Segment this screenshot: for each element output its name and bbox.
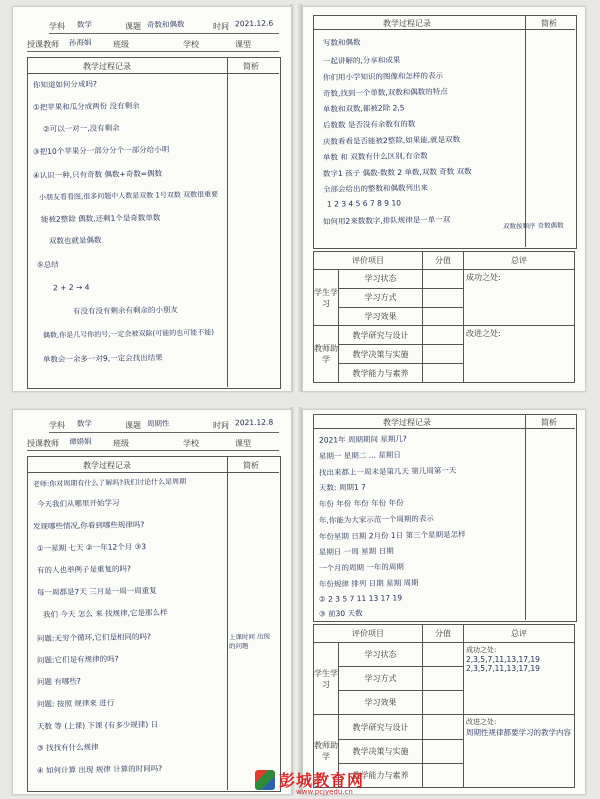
note-line: 写数和偶数: [322, 37, 361, 48]
eval-item: 学习效果: [339, 691, 423, 715]
bottom-notebook-spread: [0, 403, 600, 799]
school-label: 学校: [183, 439, 199, 448]
note-line: 偶数,你是几号你的号,一定会被双除(可能的也可能不能): [42, 328, 214, 340]
note-line: ② 2 3 5 7 11 13 17 19: [318, 593, 403, 604]
analysis-title: 简析: [243, 461, 259, 470]
bottom-right-page: [302, 409, 586, 795]
eval-item: 教学研究与设计: [339, 326, 423, 345]
note-line: 你们用小学知识的图像和怎样的表示: [322, 70, 444, 83]
eval-item: 教学研究与设计: [339, 715, 423, 739]
note-line: 年份 年份 年份 年份 年份: [318, 498, 404, 509]
eval-item: 学习状态: [339, 270, 423, 289]
subject-label: 学科: [49, 421, 65, 430]
subject-value: 数学: [76, 19, 93, 30]
success-note: 2,3,5,7,11,13,17,19: [466, 655, 540, 664]
eval-score-header: 分值: [423, 625, 464, 643]
success-note-2: 2,3,5,7,11,13,17,19: [466, 664, 540, 673]
note-line: 年份星期 日期 2月份 1日 第三个星期是怎样: [318, 529, 466, 542]
note-line: 你知道如何分成吗?: [32, 79, 98, 90]
note-line: 数字1 孩子 偶数·数数 2 单数,双数 奇数 双数: [322, 166, 472, 179]
note-line: 能被2整除 偶数,还剩1个是奇数单数: [40, 212, 161, 225]
improve-cell: [464, 715, 575, 788]
note-line: ①一星期 七天 ②一年12个月 ③3: [36, 542, 147, 553]
bottom-left-page: [12, 409, 292, 795]
note-line: 双数按顺序 奇数偶数: [502, 221, 564, 231]
analysis-title: 简析: [541, 19, 557, 28]
top-notebook-spread: [0, 0, 600, 396]
time-value: 2021.12.6: [234, 18, 274, 29]
eval-summary-header: 总评: [464, 252, 575, 270]
time-label: 时间: [213, 22, 229, 31]
note-line: 2021年 周期期间 星期几?: [318, 434, 407, 445]
eval-score-header: 分值: [423, 252, 464, 270]
note-line: 问题: 按照 规律来 进行: [36, 698, 115, 709]
eval-item: 教学能力与素养: [339, 763, 423, 787]
note-line: 一起讲解的,分享和成果: [322, 55, 401, 66]
note-line: 找出来都上一周末是第几天 第几周第一天: [318, 465, 457, 478]
eval-project-header: 评价项目: [314, 625, 423, 643]
note-line: 每一周都是7天 三月是一周一周重复: [36, 585, 157, 598]
note-line: 庆数看看是否能被2整除,如果能,就是双数: [322, 134, 461, 147]
analysis-title: 简析: [243, 62, 259, 71]
note-line: 问题 有哪些?: [36, 676, 81, 687]
note-line: 星期日 一周 星期 日期: [318, 546, 394, 557]
note-line: 双数也就是偶数: [48, 235, 102, 246]
teacher-value: 孙海娟: [68, 37, 92, 48]
note-line: ④ 如何计算 出现 规律 计算的时间吗?: [36, 763, 163, 776]
note-line: 小朋友看看图,很多问题中人数是双数 1号双数 双数很重要: [38, 190, 219, 202]
school-label: 学校: [183, 40, 199, 49]
note-line: 年份规律 排列 日期 星期 周期: [318, 578, 419, 589]
eval-item: 学习状态: [339, 643, 423, 667]
improve-cell: [464, 326, 575, 383]
subject-value: 数学: [76, 418, 93, 429]
improve-note: 周期性规律都要学习的教学内容: [466, 728, 571, 738]
note-line: 奇数,找到一个单数,双数和偶数的特点: [322, 86, 448, 99]
topic-label: 课题: [125, 22, 141, 31]
subject-label: 学科: [49, 22, 65, 31]
note-line: 天数 等 (上课) 下课 (有多少规律) 日: [36, 719, 159, 732]
type-label: 课型: [235, 40, 251, 49]
note-line: ④认识一种,只有奇数 偶数+奇数=偶数: [32, 168, 163, 181]
type-label: 课型: [235, 439, 251, 448]
note-line: 1 2 3 4 5 6 7 8 9 10: [326, 198, 402, 209]
note-line: 全部会给出的整数和偶数列出来: [322, 183, 429, 194]
note-line: 后数数 是否没有余数有的数: [322, 119, 416, 130]
eval-item: 教学决策与实施: [339, 345, 423, 364]
process-title: 教学过程记录: [83, 461, 131, 470]
note-line: 老师:你对周期有什么了解吗?我们讨论什么是周期: [32, 477, 187, 489]
success-cell: [464, 270, 575, 326]
improve-label: 改进之处:: [466, 329, 501, 339]
note-line: ③把10个苹果分一部分分个一部分给小明: [32, 144, 170, 157]
eval-summary-header: 总评: [464, 625, 575, 643]
topic-value: 奇数和偶数: [146, 19, 185, 30]
note-line: 有没有没有剩余有剩余的小朋友: [72, 305, 179, 316]
teacher-label: 授课教师: [27, 439, 59, 448]
note-line: 单数会一余多一对9,一定会找出结果: [42, 352, 163, 365]
success-label: 成功之处:: [466, 273, 501, 282]
student-group-label: 学生学习: [314, 643, 339, 715]
note-line: ①把苹果和瓜分成两份 没有剩余: [32, 101, 140, 112]
note-line: 如何用2来数数字,排队规律是一单一双: [322, 214, 451, 227]
eval-project-header: 评价项目: [314, 252, 423, 270]
process-title: 教学过程记录: [383, 19, 431, 28]
success-cell: [464, 643, 575, 715]
teacher-label: 授课教师: [27, 40, 59, 49]
student-group-label: 学生学习: [314, 270, 339, 326]
process-title: 教学过程记录: [383, 418, 431, 427]
analysis-title: 简析: [541, 418, 557, 427]
success-label: 成功之处:: [466, 646, 497, 654]
note-line: 我们 今天 怎么 来 找规律,它是那么样: [42, 607, 168, 620]
process-title: 教学过程记录: [83, 62, 131, 71]
topic-label: 课题: [125, 421, 141, 430]
evaluation-table: [313, 251, 575, 383]
class-label: 班级: [113, 439, 129, 448]
note-line: ②可以一对一,没有剩余: [42, 123, 120, 134]
note-line: 年,你能为大家示范一个周期的表示: [318, 513, 434, 526]
site-url: www.pcjyedu.cn: [296, 788, 353, 796]
teacher-group-label: 教师助学: [314, 326, 339, 383]
time-value: 2021.12.8: [234, 417, 274, 428]
note-line: ⑤总结: [36, 259, 59, 270]
teacher-group-label: 教师助学: [314, 715, 339, 788]
note-line: 单数和双数,都被2除 2,5: [322, 103, 405, 114]
note-line: 问题:无穷个循环,它们是相同的吗?: [36, 632, 151, 643]
note-line: ③ 找找有什么规律: [36, 742, 99, 753]
note-line: 天数: 周期1 7: [318, 482, 366, 493]
class-label: 班级: [113, 40, 129, 49]
note-line: 发现哪些情况,你看到哪些规律吗?: [32, 520, 145, 531]
teacher-value: 谭娟娟: [68, 436, 92, 447]
note-line: 今天我们从哪里开始学习: [36, 498, 120, 509]
top-left-page: [12, 6, 292, 392]
note-line: ③ 前30 天数: [318, 608, 363, 619]
topic-value: 周期性: [146, 418, 170, 429]
note-line: 有的人也举例子是重复的吗?: [36, 564, 132, 575]
site-name: 彭城教育网: [279, 771, 365, 790]
eval-item: 学习方式: [339, 667, 423, 691]
eval-item: 教学决策与实施: [339, 739, 423, 763]
note-line: 2 + 2 → 4: [52, 282, 90, 293]
note-line: 问题:它们是有规律的吗?: [36, 654, 119, 665]
analysis-note: 上课时间 出现的问题: [228, 632, 271, 651]
note-line: 星期一 星期二 ... 星期日: [318, 450, 401, 461]
improve-label: 改进之处:: [466, 718, 497, 727]
site-logo-icon: [255, 770, 275, 790]
time-label: 时间: [213, 421, 229, 430]
eval-item: 学习效果: [339, 307, 423, 326]
evaluation-table: [313, 624, 575, 788]
eval-item: 教学能力与素养: [339, 364, 423, 383]
note-line: 一个月的周期 一年的周期: [318, 562, 404, 573]
eval-item: 学习方式: [339, 288, 423, 307]
top-right-page: [302, 6, 586, 392]
note-line: 单数 和 双数有什么区别,有余数: [322, 151, 428, 162]
